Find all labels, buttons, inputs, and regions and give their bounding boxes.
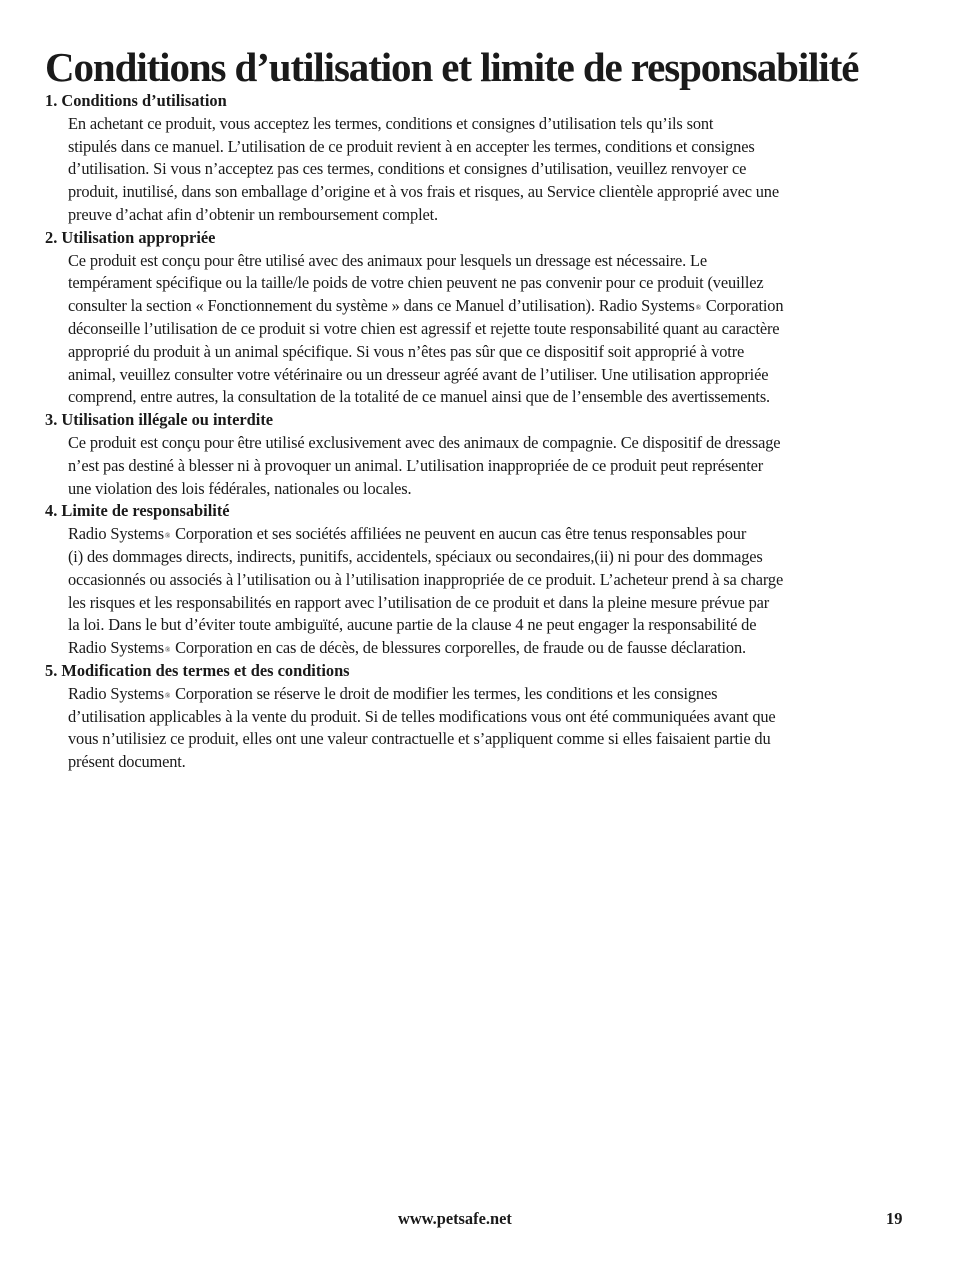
section-body [45,683,911,774]
body-line [68,683,911,706]
body-line: (i) des dommages directs, indirects, punitifs, accidentels, spéciaux ou secondaires,(ii) ni pour des dommages [68,546,763,566]
section-heading: 5. Modification des termes et des conditions [45,660,350,680]
line-text: Radio Systems [68,524,164,544]
body-line [68,637,911,660]
section-heading: 2. Utilisation appropriée [45,227,216,247]
footer-url: www.petsafe.net [398,1209,512,1228]
section-heading: 1. Conditions d’utilisation [45,91,227,110]
line-text: consulter la section « Fonctionnement du système » dans ce Manuel d’utilisation). Radio Systems [68,296,695,316]
body-line: déconseille l’utilisation de ce produit si votre chien est agressif et rejette toute responsabilité quant au caractère [68,318,780,338]
registered-mark: ® [164,646,171,655]
line-text: Radio Systems [68,683,164,703]
body-line: une violation des lois fédérales, nationales ou locales. [68,478,412,498]
section-body [45,113,911,227]
body-line [68,295,911,318]
line-text: Corporation [701,296,784,316]
line-text: Radio Systems [68,638,164,658]
section-4 [45,500,911,660]
body-line: Ce produit est conçu pour être utilisé exclusivement avec des animaux de compagnie. Ce dispositif de dressage [68,432,781,452]
section-heading: 4. Limite de responsabilité [45,501,230,521]
section-body [45,250,911,410]
page-title: Conditions d’utilisation et limite de responsabilité [45,44,859,90]
section-2 [45,227,911,409]
sections-container [45,90,911,774]
section-heading: 3. Utilisation illégale ou interdite [45,410,274,430]
registered-mark: ® [695,304,701,313]
section-5 [45,660,911,774]
body-line: stipulés dans ce manuel. L’utilisation de ce produit revient à en accepter les termes, conditions et consignes [68,136,755,156]
page-number: 19 [886,1209,903,1228]
section-1 [45,90,911,227]
body-line: preuve d’achat afin d’obtenir un remboursement complet. [68,204,438,224]
body-line [68,523,911,546]
body-line: la loi. Dans le but d’éviter toute ambiguïté, aucune partie de la clause 4 ne peut engager la responsabilité de [68,615,757,635]
body-line: animal, veuillez consulter votre vétérinaire ou un dresseur agréé avant de l’utiliser. Une utilisation appropriée [68,364,769,384]
body-line: comprend, entre autres, la consultation de la totalité de ce manuel ainsi que de l’ensemble des avertissements. [68,387,771,407]
registered-mark: ® [164,532,171,541]
body-line: produit, inutilisé, dans son emballage d’origine et à vos frais et risques, au Service clientèle approprié avec une [68,182,779,202]
body-line: n’est pas destiné à blesser ni à provoquer un animal. L’utilisation inappropriée de ce produit peut représenter [68,455,764,475]
section-body [45,432,911,500]
line-text: Corporation se réserve le droit de modifier les termes, les conditions et les consignes [171,683,718,703]
registered-mark: ® [164,691,171,700]
line-text: Corporation et ses sociétés affiliées ne peuvent en aucun cas être tenus responsables pour [171,524,747,544]
body-line: les risques et les responsabilités en rapport avec l’utilisation de ce produit et dans la pleine mesure prévue par [68,592,770,612]
section-3 [45,409,911,500]
body-line: vous n’utilisiez ce produit, elles ont une valeur contractuelle et s’appliquent comme si elles faisaient partie du [68,729,771,749]
body-line: tempérament spécifique ou la taille/le poids de votre chien peuvent ne pas convenir pour ce produit (veuillez [68,273,764,293]
body-line: d’utilisation. Si vous n’acceptez pas ces termes, conditions et consignes d’utilisation, veuillez renvoyer ce [68,159,747,179]
body-line: d’utilisation applicables à la vente du produit. Si de telles modifications vous ont été communiquées avant que [68,706,776,726]
body-line: occasionnés ou associés à l’utilisation ou à l’utilisation inappropriée de ce produit. L’acheteur prend à sa charge [68,569,784,589]
body-line: En achetant ce produit, vous acceptez les termes, conditions et consignes d’utilisation tels qu’ils sont [68,113,714,133]
document-page [45,44,911,774]
body-line: approprié du produit à un animal spécifique. Si vous n’êtes pas sûr que ce dispositif soit approprié à votre [68,341,745,361]
body-line: Ce produit est conçu pour être utilisé avec des animaux pour lesquels un dressage est nécessaire. Le [68,250,708,270]
body-line: présent document. [68,752,186,772]
section-body [45,523,911,660]
line-text: Corporation en cas de décès, de blessures corporelles, de fraude ou de fausse déclaration. [171,638,746,658]
